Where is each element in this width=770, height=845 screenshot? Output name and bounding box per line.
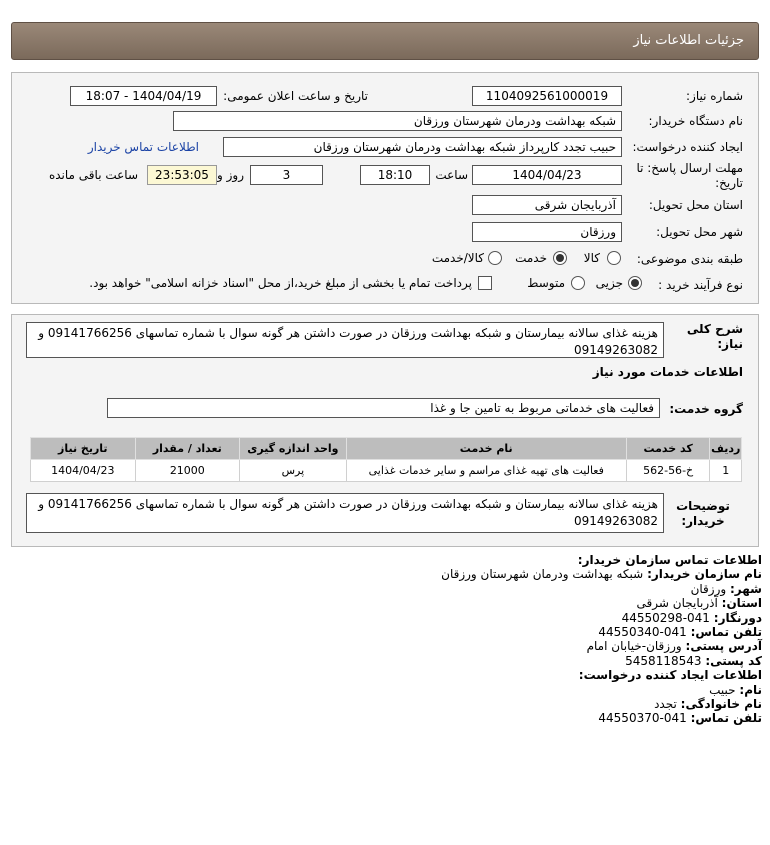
category-both-radio[interactable] — [488, 251, 502, 265]
cell-name: فعالیت های تهیه غذای مراسم و سایر خدمات غذایی — [346, 460, 626, 482]
family-label: نام خانوادگی: — [680, 697, 762, 712]
payment-note: پرداخت تمام یا بخشی از مبلغ خرید،از محل "اسناد خزانه اسلامی" خواهد بود. — [89, 276, 472, 290]
province-field: آذربایجان شرقی — [472, 195, 622, 215]
phone-label: تلفن تماس: — [690, 625, 762, 640]
need-number-label: شماره نیاز: — [686, 89, 743, 103]
city-value: ورزقان — [690, 581, 727, 596]
category-both-label: کالا/خدمت — [431, 251, 484, 265]
announce-label: تاریخ و ساعت اعلان عمومی: — [223, 89, 368, 103]
cell-row: 1 — [710, 460, 742, 482]
requester-contact-heading: اطلاعات ایجاد کننده درخواست: — [578, 668, 762, 683]
treasury-payment-checkbox[interactable] — [478, 276, 492, 290]
cell-date: 1404/04/23 — [31, 460, 136, 482]
buyer-contact-link[interactable]: اطلاعات تماس خریدار — [87, 140, 199, 154]
buyer-contact-fax — [22, 611, 762, 625]
requester-phone-label: تلفن تماس: — [690, 711, 762, 726]
buyer-org-label: نام دستگاه خریدار: — [648, 114, 743, 128]
summary-label-text: شرح کلی نیاز: — [686, 322, 743, 351]
fax-value: 041-44550298 — [621, 610, 710, 625]
org-value: شبکه بهداشت ودرمان شهرستان ورزقان — [441, 567, 644, 582]
services-table — [30, 437, 742, 482]
buyer-notes-label-text: توضیحات خریدار: — [676, 499, 730, 528]
cell-code: خ-56-562 — [626, 460, 710, 482]
col-name: نام خدمت — [346, 438, 626, 460]
announce-field: 1404/04/19 - 18:07 — [70, 86, 217, 106]
services-header-row — [31, 438, 742, 460]
buyer-contact-city — [22, 582, 762, 596]
category-service-radio[interactable] — [553, 251, 567, 265]
city-label: شهر: — [730, 581, 762, 596]
table-row[interactable] — [31, 460, 742, 482]
services-heading: اطلاعات خدمات مورد نیاز — [592, 365, 743, 379]
requester-field: حبیب تجدد کارپرداز شبکه بهداشت ودرمان شهرستان ورزقان — [223, 137, 622, 157]
category-goods-label: کالا — [583, 251, 600, 265]
address-label: آدرس پستی: — [685, 639, 762, 654]
province-label: استان محل تحویل: — [648, 198, 743, 212]
category-goods-radio[interactable] — [607, 251, 621, 265]
requester-contact-name — [22, 683, 762, 697]
deadline-date-field: 1404/04/23 — [472, 165, 622, 185]
process-medium-label: متوسط — [527, 276, 565, 290]
buyer-notes-label — [663, 499, 743, 529]
city-label: شهر محل تحویل: — [656, 225, 743, 239]
requester-contact-family — [22, 697, 762, 711]
name-label: نام: — [739, 682, 762, 697]
postal-value: 5458118543 — [625, 653, 702, 668]
name-value: حبیب — [709, 682, 736, 697]
requester-label: ایجاد کننده درخواست: — [632, 140, 743, 154]
summary-text: هزینه غذای سالانه بیمارستان و شبکه بهداشت ورزقان در صورت داشتن هر گونه سوال با شماره تماسهای 09141766256 و 09149263082 — [26, 322, 664, 358]
process-medium-radio[interactable] — [571, 276, 585, 290]
city-field: ورزقان — [472, 222, 622, 242]
province-label: استان: — [721, 596, 762, 611]
buyer-org-field: شبکه بهداشت ودرمان شهرستان ورزقان — [173, 111, 622, 131]
days-field: 3 — [250, 165, 323, 185]
remaining-label: ساعت باقی مانده — [48, 168, 138, 182]
remaining-time-field: 23:53:05 — [147, 165, 217, 185]
process-minor-radio[interactable] — [628, 276, 642, 290]
requester-contact-phone — [22, 711, 762, 725]
buyer-contact-heading: اطلاعات تماس سازمان خریدار: — [577, 553, 762, 567]
process-minor-label: جزیی — [595, 276, 623, 290]
need-details-panel — [11, 72, 759, 304]
deadline-time-label: ساعت — [435, 168, 468, 182]
days-label: روز و — [217, 168, 244, 182]
deadline-label-date: تاریخ: — [715, 176, 743, 190]
col-qty: تعداد / مقدار — [135, 438, 240, 460]
buyer-contact-postal — [22, 654, 762, 668]
service-group-field: فعالیت های خدماتی مربوط به تامین جا و غذا — [107, 398, 660, 418]
cell-unit: پرس — [240, 460, 347, 482]
deadline-time-field: 18:10 — [360, 165, 430, 185]
category-label: طبقه بندی موضوعی: — [636, 252, 743, 266]
postal-label: کد پستی: — [705, 653, 762, 668]
need-number-field: 1104092561000019 — [472, 86, 622, 106]
org-label: نام سازمان خریدار: — [647, 567, 762, 582]
col-unit: واحد اندازه گیری — [240, 438, 347, 460]
category-service-label: خدمت — [515, 251, 547, 265]
cell-qty: 21000 — [135, 460, 240, 482]
process-label: نوع فرآیند خرید : — [658, 278, 743, 292]
contact-info — [22, 553, 762, 726]
requester-phone-value: 041-44550370 — [598, 711, 687, 726]
deadline-label: مهلت ارسال پاسخ: تا — [636, 161, 743, 175]
buyer-contact-phone — [22, 625, 762, 639]
col-code: کد خدمت — [626, 438, 710, 460]
province-value: آذربایجان شرقی — [636, 596, 718, 611]
buyer-contact-org — [22, 567, 762, 581]
phone-value: 041-44550340 — [598, 625, 687, 640]
address-value: ورزقان-خیابان امام — [586, 639, 682, 654]
summary-label — [683, 322, 743, 352]
buyer-notes-text: هزینه غذای سالانه بیمارستان و شبکه بهداشت ورزقان در صورت داشتن هر گونه سوال با شماره تماسهای 09141766256 و 09149263082 — [26, 493, 664, 533]
family-value: تجدد — [654, 697, 677, 712]
page-title: جزئیات اطلاعات نیاز — [11, 22, 759, 60]
buyer-contact-province — [22, 596, 762, 610]
service-group-label: گروه خدمت: — [669, 402, 743, 416]
fax-label: دورنگار: — [713, 610, 762, 625]
buyer-contact-address — [22, 639, 762, 653]
col-date: تاریخ نیاز — [31, 438, 136, 460]
col-row: ردیف — [710, 438, 742, 460]
